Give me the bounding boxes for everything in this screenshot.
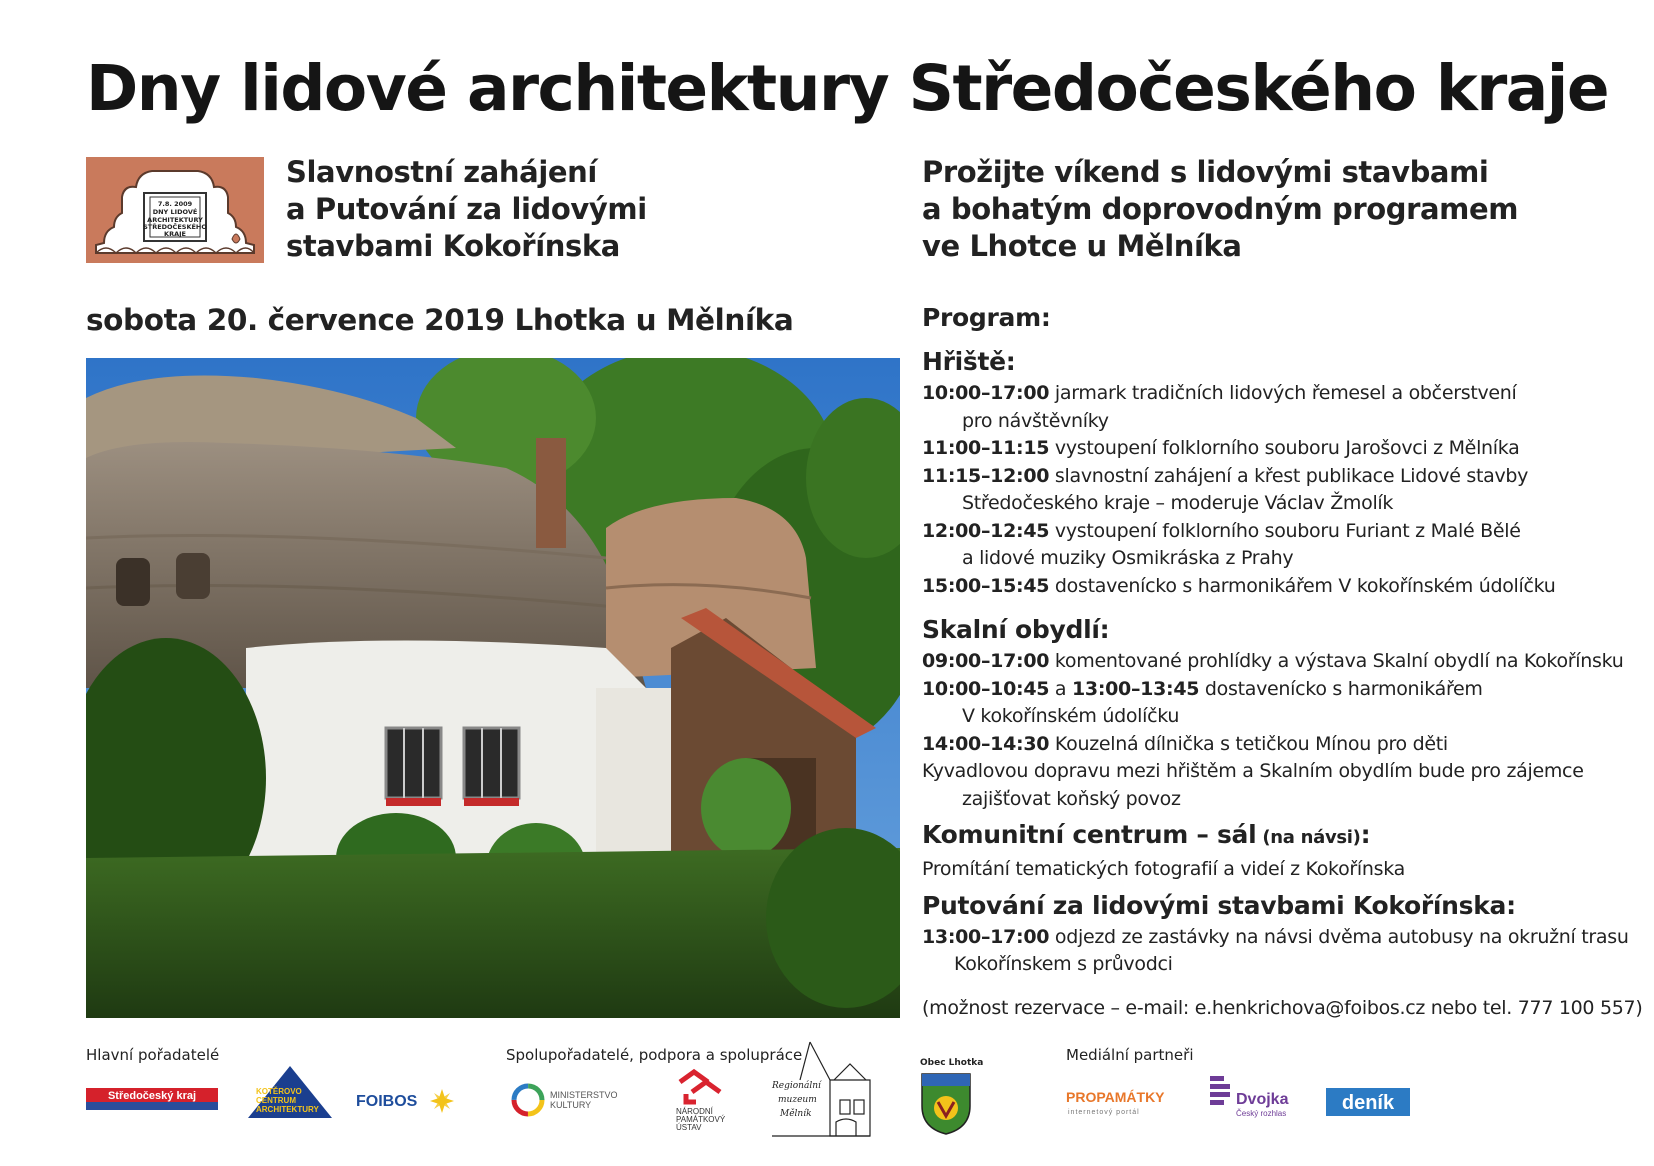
- item-text: jarmark tradičních lidových řemesel a občerstvení: [1049, 382, 1517, 404]
- section-heading-skalni: Skalní obydlí:: [922, 615, 1110, 644]
- emblem-line-5: KRAJE: [164, 230, 186, 238]
- emblem-line-1: 7.8. 2009: [157, 200, 193, 208]
- shuttle-note: Kyvadlovou dopravu mezi hřištěm a Skalním obydlím bude pro zájemce: [922, 760, 1584, 782]
- program-item: [922, 924, 1642, 952]
- program-item: [922, 518, 1642, 546]
- item-text: komentované prohlídky a výstava Skalní obydlí na Kokořínsku: [1049, 650, 1624, 672]
- kcca-line-3: ARCHITEKTURY: [256, 1105, 319, 1114]
- obec-label: Obec Lhotka: [920, 1058, 984, 1068]
- item-time: 13:00–13:45: [1072, 677, 1200, 700]
- program-item: [922, 731, 1642, 759]
- denik-text: deník: [1341, 1092, 1395, 1114]
- item-time: 09:00–17:00: [922, 650, 1050, 672]
- item-continuation: V kokořínském údolíčku: [962, 705, 1180, 727]
- item-time: 14:00–14:30: [922, 732, 1050, 755]
- foibos-text: FOIBOS: [356, 1093, 418, 1110]
- obec-lhotka-coat-of-arms: [920, 1072, 972, 1136]
- item-time: 13:00–17:00: [922, 925, 1050, 948]
- npu-symbol-icon: [680, 1072, 720, 1102]
- right-subtitle-line: ve Lhotce u Mělníka: [922, 229, 1242, 263]
- item-text: Kouzelná dílnička s tetičkou Mínou pro děti: [1049, 732, 1448, 755]
- left-subtitle: [286, 154, 806, 265]
- item-time: 12:00–12:45: [922, 519, 1050, 542]
- right-subtitle-line: Prožijte víkend s lidovými stavbami: [922, 155, 1489, 189]
- dvojka-symbol-icon: [1210, 1076, 1230, 1105]
- program-item: [922, 435, 1642, 463]
- emblem-line-3: ARCHITEKTURY: [147, 216, 203, 224]
- kcca-line-1: KOTĚROVO: [256, 1087, 302, 1096]
- muzeum-line-3: Mělník: [780, 1109, 812, 1119]
- kcca-line-2: CENTRUM: [256, 1096, 296, 1105]
- dvojka-logo: [1210, 1074, 1300, 1120]
- ministerstvo-kultury-logo: [510, 1080, 630, 1120]
- shuttle-note-cont: zajišťovat koňský povoz: [962, 787, 1181, 810]
- item-time: 15:00–15:45: [922, 574, 1050, 597]
- stredocesky-kraj-logo: [86, 1088, 218, 1112]
- kraj-text: Středočeský kraj: [107, 1090, 197, 1102]
- dvojka-text: Dvojka: [1236, 1091, 1289, 1108]
- rock-dwelling-photo: [86, 358, 900, 1018]
- item-continuation: Středočeského kraje – moderuje Václav Žmolík: [962, 492, 1394, 514]
- item-time: 10:00–17:00: [922, 382, 1050, 404]
- left-subtitle-line: Slavnostní zahájení: [286, 155, 597, 189]
- left-subtitle-line: a Putování za lidovými: [286, 192, 647, 226]
- program-item: [922, 380, 1642, 408]
- propamatky-subtext: internetový portál: [1068, 1109, 1140, 1116]
- item-time: 10:00–10:45: [922, 677, 1050, 700]
- denik-logo: [1326, 1088, 1410, 1116]
- item-text: slavnostní zahájení a křest publikace Lidové stavby: [1049, 464, 1529, 487]
- program-title: Program:: [922, 303, 1051, 332]
- house-gable-icon: [86, 157, 264, 263]
- right-subtitle: [922, 154, 1622, 265]
- regionalni-muzeum-logo: [770, 1040, 874, 1140]
- npu-line-1: NÁRODNÍ: [676, 1107, 713, 1116]
- item-text: dostavenícko s harmonikářem: [1199, 677, 1483, 700]
- foibos-logo: [356, 1085, 456, 1115]
- program-item: [922, 676, 1642, 704]
- left-subtitle-line: stavbami Kokořínska: [286, 229, 620, 263]
- co-organizers-label: Spolupořadatelé, podpora a spolupráce: [506, 1046, 803, 1064]
- propamatky-logo: [1066, 1088, 1190, 1118]
- item-continuation: pro návštěvníky: [962, 409, 1109, 432]
- muzeum-line-2: muzeum: [778, 1095, 817, 1105]
- sun-icon: [430, 1089, 454, 1113]
- program-block: [922, 303, 1642, 979]
- right-subtitle-line: a bohatým doprovodným programem: [922, 192, 1519, 226]
- page-title: Dny lidové architektury Středočeského kraje: [86, 52, 1609, 125]
- item-continuation: Kokořínskem s průvodci: [954, 953, 1173, 975]
- muzeum-line-1: Regionální: [772, 1081, 821, 1091]
- media-partners-label: Mediální partneři: [1066, 1046, 1194, 1064]
- item-connector: a: [1049, 677, 1072, 700]
- section-heading-hriste: Hřiště:: [922, 347, 1016, 376]
- event-date: sobota 20. července 2019 Lhotka u Mělníka: [86, 303, 794, 337]
- item-text: vystoupení folklorního souboru Jarošovci z Mělníka: [1049, 437, 1520, 459]
- komunitni-text: Promítání tematických fotografií a videí z Kokořínska: [922, 858, 1405, 880]
- item-text: vystoupení folklorního souboru Furiant z Malé Bělé: [1049, 519, 1521, 542]
- program-item: [922, 463, 1642, 491]
- item-time: 11:15–12:00: [922, 464, 1050, 487]
- section-heading-komunitni: [922, 819, 1642, 854]
- program-item: [922, 573, 1642, 601]
- program-item: [922, 648, 1642, 676]
- emblem-line-2: DNY LIDOVÉ: [152, 208, 198, 216]
- dvojka-subtext: Český rozhlas: [1236, 1109, 1287, 1118]
- mk-line-1: MINISTERSTVO: [550, 1090, 618, 1100]
- ring-icon: [514, 1086, 542, 1114]
- komunitni-heading-note: (na návsi): [1256, 827, 1361, 848]
- komunitni-heading: Komunitní centrum – sál: [922, 820, 1257, 849]
- komunitni-heading-colon: :: [1360, 820, 1371, 849]
- item-text: odjezd ze zastávky na návsi dvěma autobusy na okružní trasu: [1049, 925, 1629, 948]
- emblem-line-4: STŘEDOČESKÉHO: [143, 223, 207, 231]
- main-organizers-label: Hlavní pořadatelé: [86, 1046, 220, 1064]
- propamatky-text: PROPAMÁTKY: [1066, 1089, 1165, 1105]
- npu-line-2: PAMÁTKOVÝ: [676, 1115, 726, 1124]
- npu-line-3: ÚSTAV: [676, 1123, 702, 1130]
- item-text: dostavenícko s harmonikářem V kokořínském údolíčku: [1049, 574, 1556, 597]
- kcca-logo: [248, 1066, 332, 1118]
- section-heading-putovani: Putování za lidovými stavbami Kokořínska:: [922, 890, 1516, 920]
- item-continuation: a lidové muziky Osmikráska z Prahy: [962, 547, 1294, 569]
- item-time: 11:00–11:15: [922, 437, 1050, 459]
- event-emblem: [86, 157, 264, 263]
- npu-logo: [672, 1068, 732, 1130]
- reservation-note: (možnost rezervace – e-mail: e.henkrichova@foibos.cz nebo tel. 777 100 557): [922, 997, 1643, 1019]
- mk-line-2: KULTURY: [550, 1100, 592, 1110]
